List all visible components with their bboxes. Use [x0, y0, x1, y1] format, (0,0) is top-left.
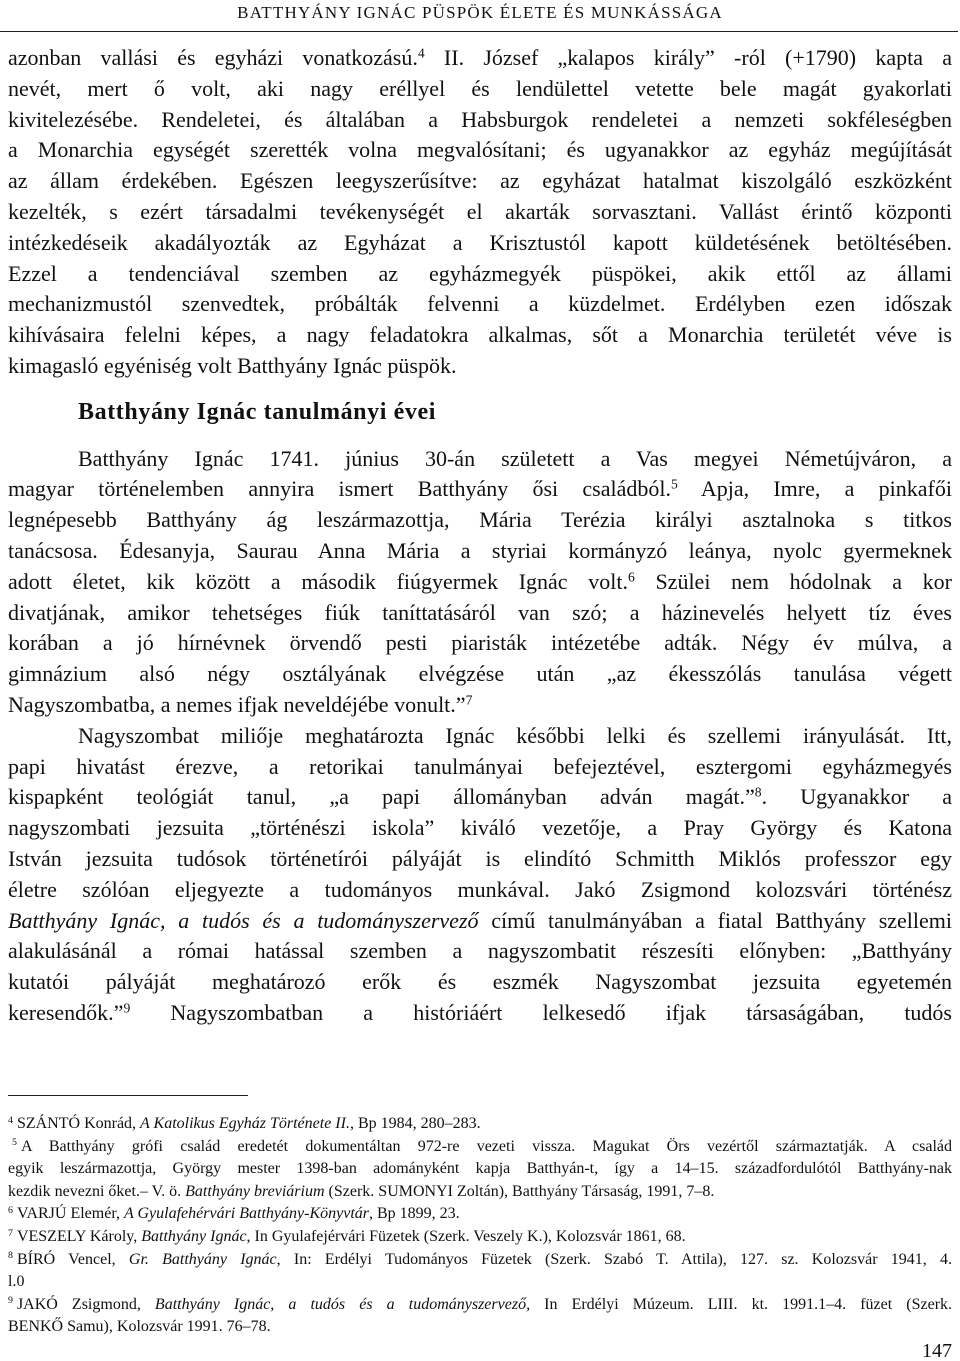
text-run: kimagasló egyéniség volt Batthyány Ignác püspök.: [8, 352, 457, 378]
footnote-reference: 5: [670, 476, 678, 492]
text-run: l.0: [8, 1273, 25, 1291]
text-line: [8, 289, 952, 320]
text-line: [8, 105, 952, 136]
paragraph-3: [8, 721, 952, 1029]
text-run: a Monarchia egységét szerették volna megvalósítani; és ugyanakkor az egyház megújítását: [8, 137, 952, 163]
footnote-reference: 7: [465, 692, 473, 708]
text-run: Nagyszombatban a históriáért lelkesedő ifjak társaságában, tudós: [130, 999, 952, 1025]
footnote-separator: [8, 1095, 248, 1096]
footnote-line: [8, 1181, 952, 1204]
cited-title: Batthyány Ignác: [141, 1227, 247, 1245]
text-run: kispapként teológiát tanul, „a papi állományban adván magát.”: [8, 784, 755, 810]
text-run: VARJÚ Elemér,: [16, 1205, 125, 1223]
text-run: A Batthyány grófi család eredetét dokumentáltan 972-re vezeti vissza. Magukat Örs vezértől származtatják. A család: [20, 1137, 952, 1155]
cited-title: A Katolikus Egyház Története II.: [140, 1115, 350, 1132]
text-line: [8, 444, 952, 475]
paragraph-2: [8, 444, 952, 721]
text-run: című tanulmányában a fiatal Batthyány szellemi: [478, 907, 953, 933]
text-run: Szülei nem hódolnak a kor: [634, 568, 952, 594]
text-run: gimnázium alsó négy osztályának elvégzése után „az ékesszólás tanulása végett: [8, 661, 952, 687]
text-run: nevét, mert ő volt, aki nagy eréllyel és lendülettel vetette bele magát gyakorlati: [8, 75, 952, 101]
footnote-reference: 8: [754, 784, 762, 800]
text-run: korában a jó hírnévnek örvendő pesti piaristák intézetébe adták. Négy év múlva, a: [8, 630, 952, 656]
text-line: [8, 197, 952, 228]
footnote-line: [8, 1136, 952, 1159]
text-line: [8, 936, 952, 967]
footnote-number: 7: [8, 1227, 13, 1239]
text-line: [8, 505, 952, 536]
text-run: SZÁNTÓ Konrád,: [16, 1115, 141, 1132]
text-run: , Bp 1899, 23.: [369, 1205, 460, 1223]
footnote-6: [8, 1203, 952, 1226]
text-run: , Bp 1984, 280–283.: [349, 1115, 481, 1132]
paragraph-1: [8, 43, 952, 382]
footnote-line: [8, 1271, 952, 1294]
text-line: [8, 43, 952, 74]
text-line: [8, 875, 952, 906]
footnote-number: 4: [8, 1114, 13, 1126]
page-number: 147: [922, 1340, 952, 1361]
footnote-line: [8, 1249, 952, 1272]
text-run: , In Gyulafejérvári Füzetek (Szerk. Veszely K.), Kolozsvár 1861, 68.: [246, 1227, 686, 1245]
text-run: mechanizmustól szenvedtek, próbálták felvenni a küzdelmet. Erdélyben ezen időszak: [8, 291, 952, 317]
text-line: [8, 721, 952, 752]
text-run: , In: Erdélyi Tudományos Füzetek (Szerk. Szabó T. Attila), 127. sz. Kolozsvár 1941, 4.: [276, 1250, 953, 1268]
footnote-line: [8, 1294, 952, 1317]
cited-title: Batthyány Ignác, a tudós és a tudományszervező: [8, 907, 479, 933]
text-run: Nagyszombat miliője meghatározta Ignác későbbi lelki és szellemi irányulását. Itt,: [78, 722, 952, 748]
running-title: BATTHYÁNY IGNÁC PÜSPÖK ÉLETE ÉS MUNKÁSSÁGA: [237, 3, 723, 22]
running-header: [0, 2, 960, 24]
text-run: keresendők.”: [8, 999, 124, 1025]
text-line: [8, 166, 952, 197]
text-line: [8, 844, 952, 875]
footnote-9: [8, 1294, 952, 1339]
text-run: életre szólóan eljegyezte a tudományos munkával. Jakó Zsigmond kolozsvári történész: [8, 876, 952, 902]
footnote-8: [8, 1249, 952, 1294]
text-run: In Erdélyi Múzeum. LIII. kt. 1991.1–4. füzet (Szerk.: [530, 1295, 953, 1313]
footnote-4: [8, 1113, 952, 1136]
footnote-5: [8, 1136, 952, 1204]
text-run: divatjának, amikor tehetséges fiúk taníttatásáról van szó; a házinevelés helyett tíz éves: [8, 599, 952, 625]
footnote-line: [8, 1203, 952, 1226]
footnote-line: [8, 1226, 952, 1249]
text-run: papi hivatást érezve, a retorikai tanulmányai befejeztével, esztergomi egyházmegyés: [8, 753, 952, 779]
text-line: [8, 567, 952, 598]
text-run: kutatói pályáját meghatározó erők és eszmék Nagyszombat jezsuita egyetemén: [8, 969, 952, 995]
text-line: [8, 474, 952, 505]
footnote-reference: 4: [417, 45, 425, 61]
text-run: . Ugyanakkor a: [761, 784, 953, 810]
footnote-line: [8, 1158, 952, 1181]
text-run: kivitelezésébe. Rendeletei, és általában a Habsburgok rendeletei a nemzeti sokféleségben: [8, 106, 952, 132]
cited-title: Batthyány breviárium: [185, 1182, 325, 1200]
text-run: alakulásánál a római hatással szemben a nagyszombatit részesíti előnyben: „Batthyány: [8, 938, 952, 964]
text-run: Apja, Imre, a pinkafői: [677, 476, 952, 502]
cited-title: Batthyány Ignác, a tudós és a tudományszervező,: [154, 1295, 531, 1313]
text-run: Nagyszombatba, a nemes ifjak neveldéjébe vonult.”: [8, 691, 466, 717]
text-run: BÍRÓ Vencel,: [16, 1250, 129, 1268]
text-line: [8, 967, 952, 998]
text-line: [8, 906, 952, 937]
footnote-line: [8, 1113, 952, 1136]
text-run: nagyszombati jezsuita „történészi iskola” kiváló vezetője, a Pray György és Katona: [8, 815, 952, 841]
text-line: [8, 813, 952, 844]
text-line: [8, 628, 952, 659]
text-run: kezdik nevezni őket.– V. ö.: [8, 1182, 186, 1200]
text-run: Ezzel a tendenciával szemben az egyházmegyék püspökei, akik ettől az állami: [8, 260, 952, 286]
text-run: István jezsuita tudósok történetírói pályáját is elindító Schmitth Miklós professzor egy: [8, 845, 952, 871]
footnote-7: [8, 1226, 952, 1249]
text-run: kezelték, s ezért társadalmi tevékenységét el akarták sorvasztani. Vallást érintő központi: [8, 198, 952, 224]
section-heading: Batthyány Ignác tanulmányi évei: [78, 398, 436, 425]
text-line: [8, 782, 952, 813]
text-line: [8, 598, 952, 629]
text-line: [8, 690, 952, 721]
text-line: [8, 752, 952, 783]
text-line: [8, 659, 952, 690]
text-line: [8, 74, 952, 105]
body-text: [8, 43, 952, 1029]
cited-title: A Gyulafehérvári Batthyány-Könyvtár: [124, 1205, 369, 1223]
footnote-number: 9: [8, 1295, 13, 1307]
text-run: adott életet, kik között a második fiúgyermek Ignác volt.: [8, 568, 628, 594]
footnote-number: 5: [12, 1137, 17, 1149]
text-run: tanácsosa. Édesanyja, Saurau Anna Mária a styriai kormányzó leánya, nyolc gyermeknek: [8, 537, 952, 563]
text-line: [8, 351, 952, 382]
text-run: BENKŐ Samu), Kolozsvár 1991. 76–78.: [8, 1318, 271, 1336]
text-line: [8, 228, 952, 259]
text-run: intézkedéseik akadályozták az Egyházat a Krisztustól kapott küldetésének betöltésében.: [8, 229, 952, 255]
text-run: az állam érdekében. Egészen leegyszerűsítve: az egyházat hatalmat kiszolgáló eszközként: [8, 168, 952, 194]
text-run: magyar történelemben annyira ismert Batthyány ősi családból.: [8, 476, 671, 502]
text-run: (Szerk. SUMONYI Zoltán), Batthyány Társaság, 1991, 7–8.: [324, 1182, 715, 1200]
footnote-reference: 9: [123, 1000, 131, 1016]
text-line: [8, 259, 952, 290]
footnote-number: 8: [8, 1250, 13, 1262]
cited-title: Gr. Batthyány Ignác: [128, 1250, 277, 1268]
text-line: [8, 320, 952, 351]
text-run: VESZELY Károly,: [16, 1227, 142, 1245]
text-run: azonban vallási és egyházi vonatkozású.: [8, 45, 418, 70]
text-line: [8, 536, 952, 567]
text-run: JAKÓ Zsigmond,: [16, 1295, 155, 1313]
text-run: legnépesebb Batthyány ág leszármazottja, Mária Terézia királyi asztalnoka s titkos: [8, 507, 952, 533]
header-rule: [0, 31, 958, 32]
text-run: II. József „kalapos király” -ról (+1790) kapta a: [424, 45, 952, 70]
text-run: Batthyány Ignác 1741. június 30-án született a Vas megyei Németújváron, a: [78, 445, 952, 471]
footnote-number: 6: [8, 1204, 13, 1216]
text-line: [8, 135, 952, 166]
footnotes: [8, 1113, 952, 1339]
footnote-reference: 6: [627, 569, 635, 585]
text-run: egyik leszármazottja, György mester 1398-ban adományként kapja Batthyán-t, így a 14–15. századfordulótól Batthyány-nak: [8, 1160, 952, 1178]
text-line: [8, 998, 952, 1029]
footnote-line: [8, 1316, 952, 1339]
text-run: kihívásaira felelni képes, a nagy feladatokra alkalmas, sőt a Monarchia területét véve is: [8, 322, 952, 348]
